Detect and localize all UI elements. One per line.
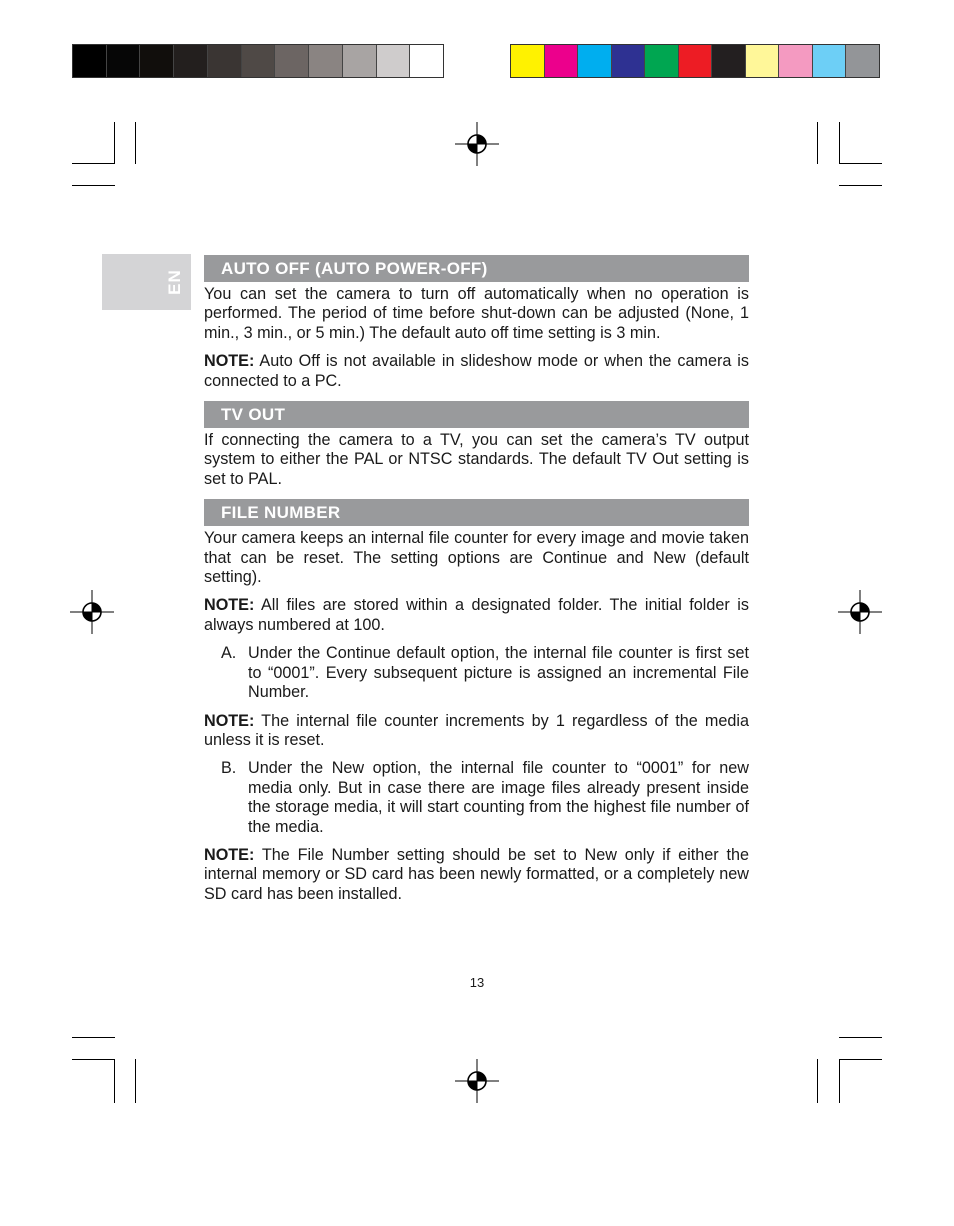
color-swatch bbox=[779, 45, 813, 77]
list-item-text: Under the New option, the internal file counter to “0001” for new media only. But in case there are image files already present inside the storage media, it will start counting from the highest file number of the media. bbox=[248, 759, 749, 836]
grayscale-swatch bbox=[140, 45, 174, 77]
section-heading-file-number: FILE NUMBER bbox=[204, 499, 749, 526]
section-heading-tv-out: TV OUT bbox=[204, 401, 749, 428]
grayscale-swatch bbox=[242, 45, 276, 77]
note-text: The File Number setting should be set to New only if either the internal memory or SD card has been newly formatted, or a completely new SD card has been installed. bbox=[204, 845, 749, 903]
registration-mark-icon bbox=[838, 590, 882, 634]
grayscale-swatch bbox=[410, 45, 443, 77]
paragraph: If connecting the camera to a TV, you can set the camera’s TV output system to either the PAL or NTSC standards. The default TV Out setting is set to PAL. bbox=[204, 431, 749, 488]
paragraph: Your camera keeps an internal file counter for every image and movie taken that can be reset. The setting options are Continue and New (default setting). bbox=[204, 529, 749, 587]
crop-mark bbox=[839, 122, 840, 164]
grayscale-swatch bbox=[275, 45, 309, 77]
page-number: 13 bbox=[469, 975, 485, 990]
color-swatch bbox=[511, 45, 545, 77]
note bbox=[204, 846, 749, 904]
registration-mark-icon bbox=[455, 122, 499, 166]
note-text: The internal file counter increments by 1 regardless of the media unless it is reset. bbox=[204, 711, 749, 749]
paragraph: You can set the camera to turn off automatically when no operation is performed. The period of time before shut-down can be adjusted (None, 1 min., 3 min., or 5 min.) The default auto off time setting is 3 min. bbox=[204, 285, 749, 342]
list-item-text: Under the Continue default option, the internal file counter is first set to “0001”. Every subsequent picture is assigned an incremental File Number. bbox=[248, 644, 749, 702]
note-label: NOTE: bbox=[204, 352, 255, 371]
crop-mark bbox=[72, 185, 115, 186]
grayscale-swatch bbox=[377, 45, 411, 77]
crop-mark bbox=[114, 1059, 115, 1103]
color-swatch bbox=[712, 45, 746, 77]
language-tab bbox=[102, 254, 191, 310]
list-item-label: A. bbox=[221, 644, 237, 663]
grayscale-swatch bbox=[174, 45, 208, 77]
crop-mark bbox=[839, 163, 882, 164]
registration-mark-icon bbox=[70, 590, 114, 634]
registration-mark-icon bbox=[455, 1059, 499, 1103]
note-label: NOTE: bbox=[204, 596, 255, 615]
grayscale-swatch bbox=[208, 45, 242, 77]
color-swatch bbox=[612, 45, 646, 77]
grayscale-swatch bbox=[73, 45, 107, 77]
grayscale-calibration-bar bbox=[72, 44, 444, 78]
color-calibration-bar bbox=[510, 44, 880, 78]
crop-mark bbox=[839, 1059, 882, 1060]
color-swatch bbox=[545, 45, 579, 77]
crop-mark bbox=[817, 1059, 818, 1103]
color-swatch bbox=[578, 45, 612, 77]
note-text: Auto Off is not available in slideshow mode or when the camera is connected to a PC. bbox=[204, 352, 749, 390]
color-swatch bbox=[846, 45, 879, 77]
crop-mark bbox=[72, 1059, 115, 1060]
note-label: NOTE: bbox=[204, 845, 255, 864]
note bbox=[204, 352, 749, 391]
list-item-label: B. bbox=[221, 759, 237, 778]
page-content bbox=[204, 255, 749, 904]
color-swatch bbox=[679, 45, 713, 77]
section-heading-auto-off: AUTO OFF (AUTO POWER-OFF) bbox=[204, 255, 749, 282]
crop-mark bbox=[114, 122, 115, 164]
color-swatch bbox=[813, 45, 847, 77]
crop-mark bbox=[72, 1037, 115, 1038]
grayscale-swatch bbox=[343, 45, 377, 77]
note bbox=[204, 596, 749, 635]
color-swatch bbox=[746, 45, 780, 77]
grayscale-swatch bbox=[107, 45, 141, 77]
note-label: NOTE: bbox=[204, 711, 255, 730]
list-item bbox=[221, 759, 749, 837]
crop-mark bbox=[839, 1059, 840, 1103]
crop-mark bbox=[839, 185, 882, 186]
crop-mark bbox=[135, 1059, 136, 1103]
crop-mark bbox=[817, 122, 818, 164]
crop-mark bbox=[839, 1037, 882, 1038]
note bbox=[204, 712, 749, 751]
list-item bbox=[221, 644, 749, 702]
grayscale-swatch bbox=[309, 45, 343, 77]
color-swatch bbox=[645, 45, 679, 77]
language-tab-label: EN bbox=[164, 269, 184, 295]
crop-mark bbox=[135, 122, 136, 164]
note-text: All files are stored within a designated folder. The initial folder is always numbered at 100. bbox=[204, 596, 749, 634]
crop-mark bbox=[72, 163, 115, 164]
